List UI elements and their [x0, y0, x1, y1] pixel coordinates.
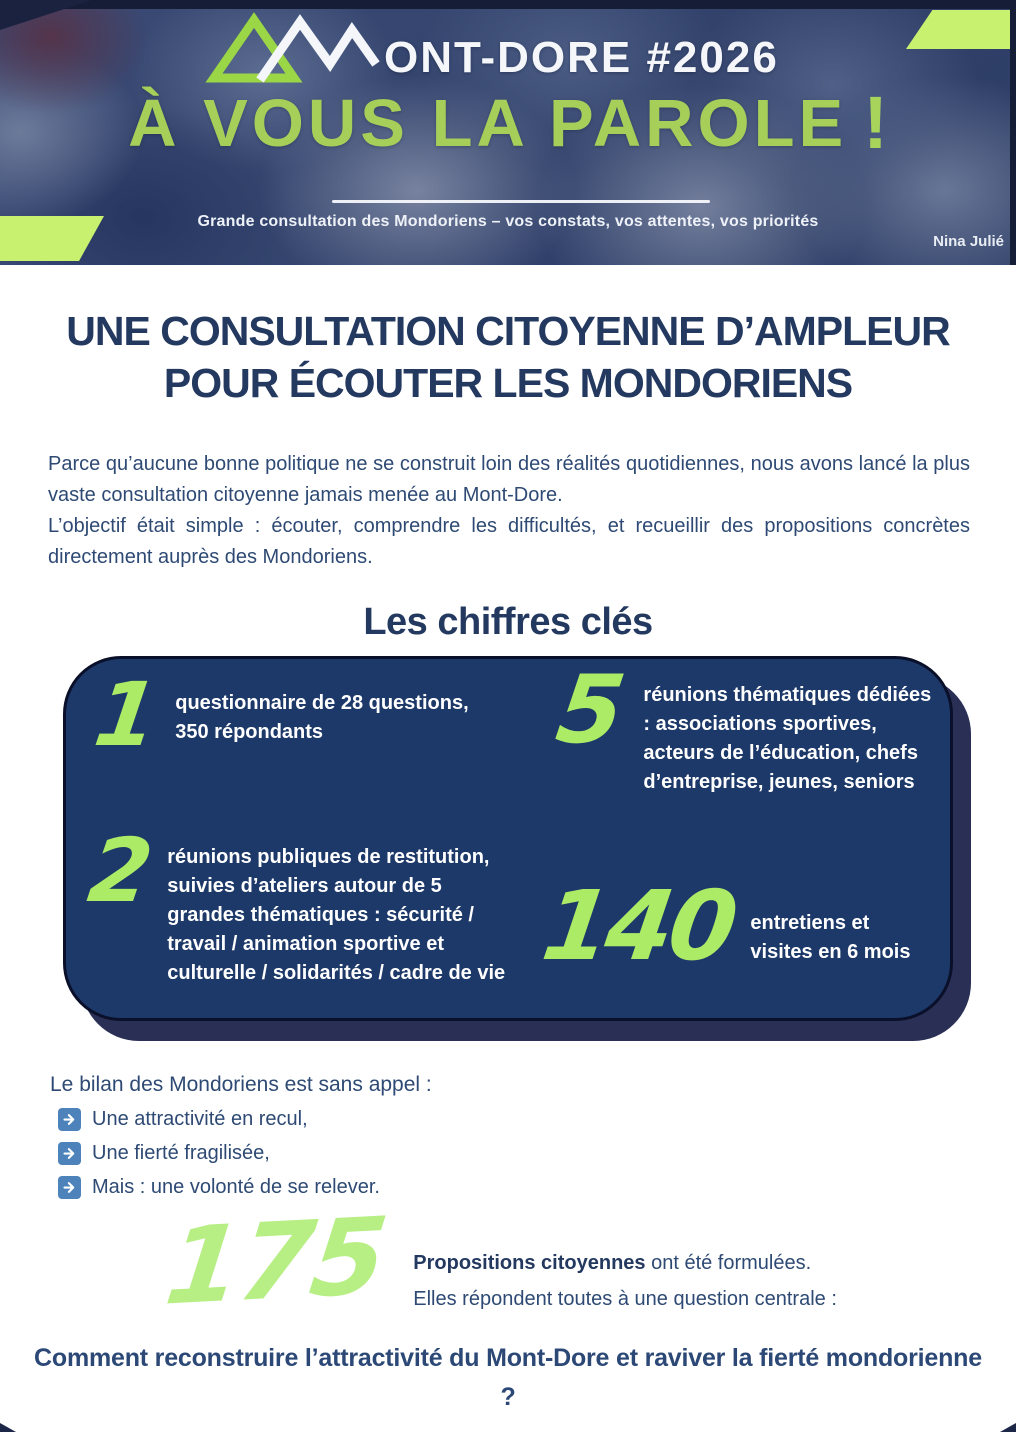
- arrow-bullet-icon: [58, 1176, 81, 1199]
- intro-text: [48, 449, 970, 573]
- figure-text: [750, 909, 910, 967]
- page-title-line2: POUR ÉCOUTER LES MONDORIENS: [163, 360, 853, 406]
- figure-item-questionnaire: [88, 663, 469, 766]
- figure-text-line: visites en 6 mois: [750, 941, 911, 963]
- header-top-left-wedge: [0, 0, 92, 30]
- propositions-rest-text: ont été formulées.: [645, 1252, 812, 1274]
- key-figures-heading: Les chiffres clés: [363, 601, 653, 643]
- bilan-item-text: Une attractivité en recul,: [92, 1108, 308, 1130]
- figure-text-line: travail / animation sportive et: [167, 933, 444, 955]
- bilan-list-item: [58, 1108, 1016, 1131]
- tagline-text: À VOUS LA PAROLE: [128, 86, 848, 161]
- propositions-text: [413, 1245, 837, 1317]
- bilan-item-text: Mais : une volonté de se relever.: [92, 1176, 380, 1198]
- bilan-section: [50, 1073, 1016, 1199]
- figure-text-line: réunions publiques de restitution,: [167, 846, 490, 868]
- figure-item-entretiens: [536, 870, 911, 982]
- bilan-list-item: [58, 1142, 1016, 1165]
- figure-text-line: réunions thématiques dédiées: [643, 684, 932, 706]
- arrow-bullet-icon: [58, 1142, 81, 1165]
- propositions-line2: Elles répondent toutes à une question centrale :: [413, 1288, 837, 1310]
- figure-text-line: suivies d’ateliers autour de 5: [167, 875, 442, 897]
- figure-text-line: 350 répondants: [175, 721, 324, 743]
- intro-paragraph-1: Parce qu’aucune bonne politique ne se construit loin des réalités quotidiennes, nous avons lancé la plus vaste consultation citoyenne jamais menée au Mont-Dore.: [48, 453, 970, 506]
- figure-item-reunions-thematiques: [550, 656, 932, 797]
- figure-item-reunions-publiques: [82, 819, 506, 988]
- page-title: [0, 305, 1016, 409]
- propositions-bold-text: Propositions citoyennes: [413, 1252, 646, 1274]
- tagline-row: [0, 80, 1016, 165]
- figure-text-line: entretiens et: [750, 912, 870, 934]
- figure-text-line: : associations sportives,: [643, 713, 877, 735]
- figure-number: 5: [550, 656, 632, 765]
- propositions-line1: [413, 1245, 837, 1281]
- header-subtitle: Grande consultation des Mondoriens – vos constats, vos attentes, vos priorités: [197, 213, 819, 230]
- header-divider-line: [332, 200, 710, 203]
- logo-title: ONT-DORE #2026: [384, 33, 779, 82]
- figure-text-line: d’entreprise, jeunes, seniors: [643, 771, 915, 793]
- tagline-exclamation: !: [863, 81, 888, 164]
- page-title-line1: UNE CONSULTATION CITOYENNE D’AMPLEUR: [66, 308, 950, 354]
- figure-text: [175, 689, 468, 747]
- figure-number: 2: [82, 819, 159, 922]
- arrow-bullet-icon: [58, 1108, 81, 1131]
- header-banner: [0, 0, 1016, 265]
- decorative-corner-bottom-left: [0, 1423, 16, 1432]
- figure-text: [167, 843, 505, 988]
- propositions-number: 175: [159, 1194, 392, 1329]
- mont-dore-logo: [202, 12, 779, 84]
- decorative-green-shape-top-right: [906, 10, 1016, 49]
- figure-text-line: culturelle / solidarités / cadre de vie: [167, 962, 506, 984]
- figure-number: 1: [88, 663, 165, 766]
- bilan-heading: Le bilan des Mondoriens est sans appel :: [50, 1073, 432, 1096]
- key-figures-box: [63, 656, 953, 1021]
- photo-credit: Nina Julié: [933, 233, 1004, 250]
- intro-paragraph-2: L’objectif était simple : écouter, comprendre les difficultés, et recueillir des propositions concrètes directement auprès des Mondoriens.: [48, 515, 970, 568]
- bilan-list-item: [58, 1176, 1016, 1199]
- closing-question: Comment reconstruire l’attractivité du Mont-Dore et raviver la fierté mondorienne ?: [34, 1344, 982, 1411]
- figure-number: 140: [536, 870, 741, 982]
- header-top-band: [0, 0, 1016, 9]
- bilan-item-text: Une fierté fragilisée,: [92, 1142, 270, 1164]
- figure-text-line: questionnaire de 28 questions,: [175, 692, 469, 714]
- mountain-logo-icon: [202, 12, 382, 84]
- figure-text-line: acteurs de l’éducation, chefs: [643, 742, 918, 764]
- figure-text-line: grandes thématiques : sécurité /: [167, 904, 474, 926]
- figure-text: [643, 681, 931, 797]
- propositions-section: [159, 1194, 1016, 1329]
- decorative-corner-bottom-right: [1000, 1423, 1016, 1432]
